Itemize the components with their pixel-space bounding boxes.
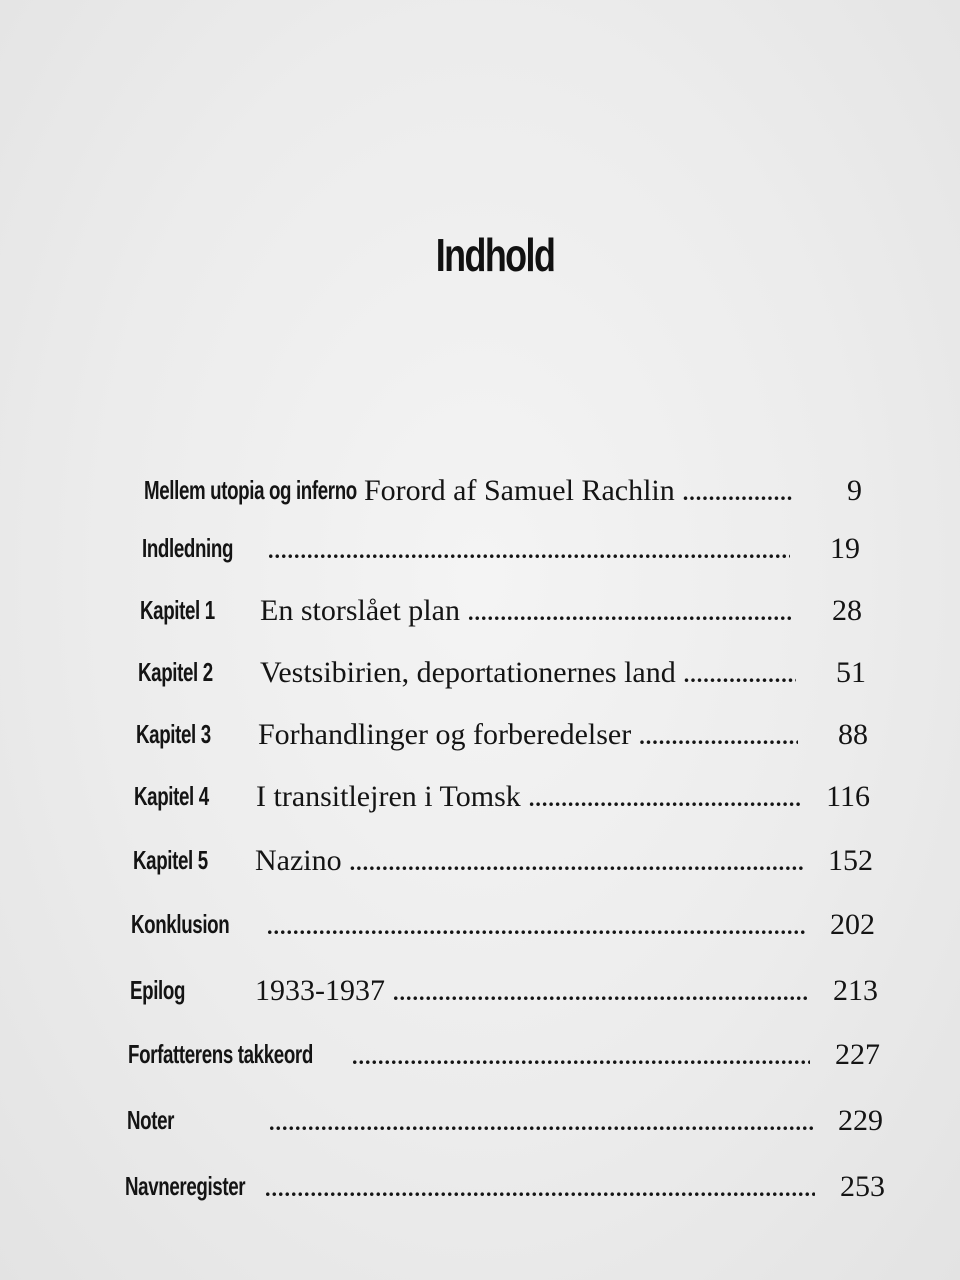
toc-leader-dots: [352, 1044, 810, 1070]
toc-label: Kapitel 2: [138, 657, 213, 687]
toc-entry-foreword: [144, 468, 862, 508]
toc-title: En storslået plan: [260, 594, 460, 627]
toc-leader-dots: [267, 914, 805, 940]
toc-entry-conclusion: [131, 902, 875, 942]
toc-entry-chapter-5: [133, 838, 873, 878]
toc-leader-dots: [350, 850, 803, 876]
toc-title: Forord af Samuel Rachlin: [364, 474, 675, 507]
toc-page-number: 88: [838, 718, 868, 751]
toc-leader-dots: [269, 1110, 813, 1136]
toc-title: Forhandlinger og forberedelser: [258, 718, 632, 751]
toc-label: Konklusion: [131, 909, 230, 939]
toc-leader-dots: [684, 662, 796, 688]
toc-title: Nazino: [255, 844, 342, 877]
toc-entry-chapter-2: [138, 650, 866, 690]
toc-leader-dots: [265, 1176, 815, 1202]
toc-label: Indledning: [142, 533, 234, 563]
toc-entry-acknowledgements: [128, 1032, 880, 1072]
toc-label: Kapitel 1: [140, 595, 215, 625]
toc-label: Forfatterens takkeord: [128, 1039, 313, 1069]
toc-entry-introduction: [142, 526, 860, 566]
toc-page-number: 28: [832, 594, 862, 627]
toc-page-number: 213: [833, 974, 878, 1007]
toc-page-number: 202: [830, 908, 875, 941]
toc-page-number: 51: [836, 656, 866, 689]
toc-page-number: 116: [826, 780, 870, 813]
toc-page-number: 227: [835, 1038, 880, 1071]
toc-entry-epilogue: [130, 968, 878, 1008]
toc-label: Kapitel 4: [134, 781, 209, 811]
toc-title: Vestsibirien, deportationernes land: [260, 656, 676, 689]
toc-entry-chapter-3: [136, 712, 868, 752]
toc-label: Mellem utopia og inferno: [144, 475, 357, 505]
toc-leader-dots: [268, 538, 790, 564]
page-title: Indhold: [435, 229, 555, 281]
toc-page-number: 152: [828, 844, 873, 877]
toc-title: 1933-1937: [255, 974, 385, 1007]
toc-entry-notes: [127, 1098, 883, 1138]
toc-title: I transitlejren i Tomsk: [256, 780, 521, 813]
toc-leader-dots: [529, 786, 800, 812]
toc-leader-dots: [393, 980, 808, 1006]
toc-label: Kapitel 3: [136, 719, 211, 749]
toc-leader-dots: [639, 724, 798, 750]
toc-entry-chapter-4: [134, 774, 870, 814]
toc-label: Navneregister: [125, 1171, 246, 1201]
toc-label: Noter: [127, 1105, 175, 1135]
toc-label: Kapitel 5: [133, 845, 208, 875]
toc-page-number: 229: [838, 1104, 883, 1137]
toc-page-number: 19: [830, 532, 860, 565]
toc-label: Epilog: [130, 975, 186, 1005]
toc-entry-chapter-1: [140, 588, 862, 628]
toc-leader-dots: [468, 600, 792, 626]
toc-page-number: 253: [840, 1170, 885, 1203]
toc-leader-dots: [683, 480, 792, 506]
toc-entry-name-index: [125, 1164, 885, 1204]
toc-page-number: 9: [847, 474, 862, 507]
